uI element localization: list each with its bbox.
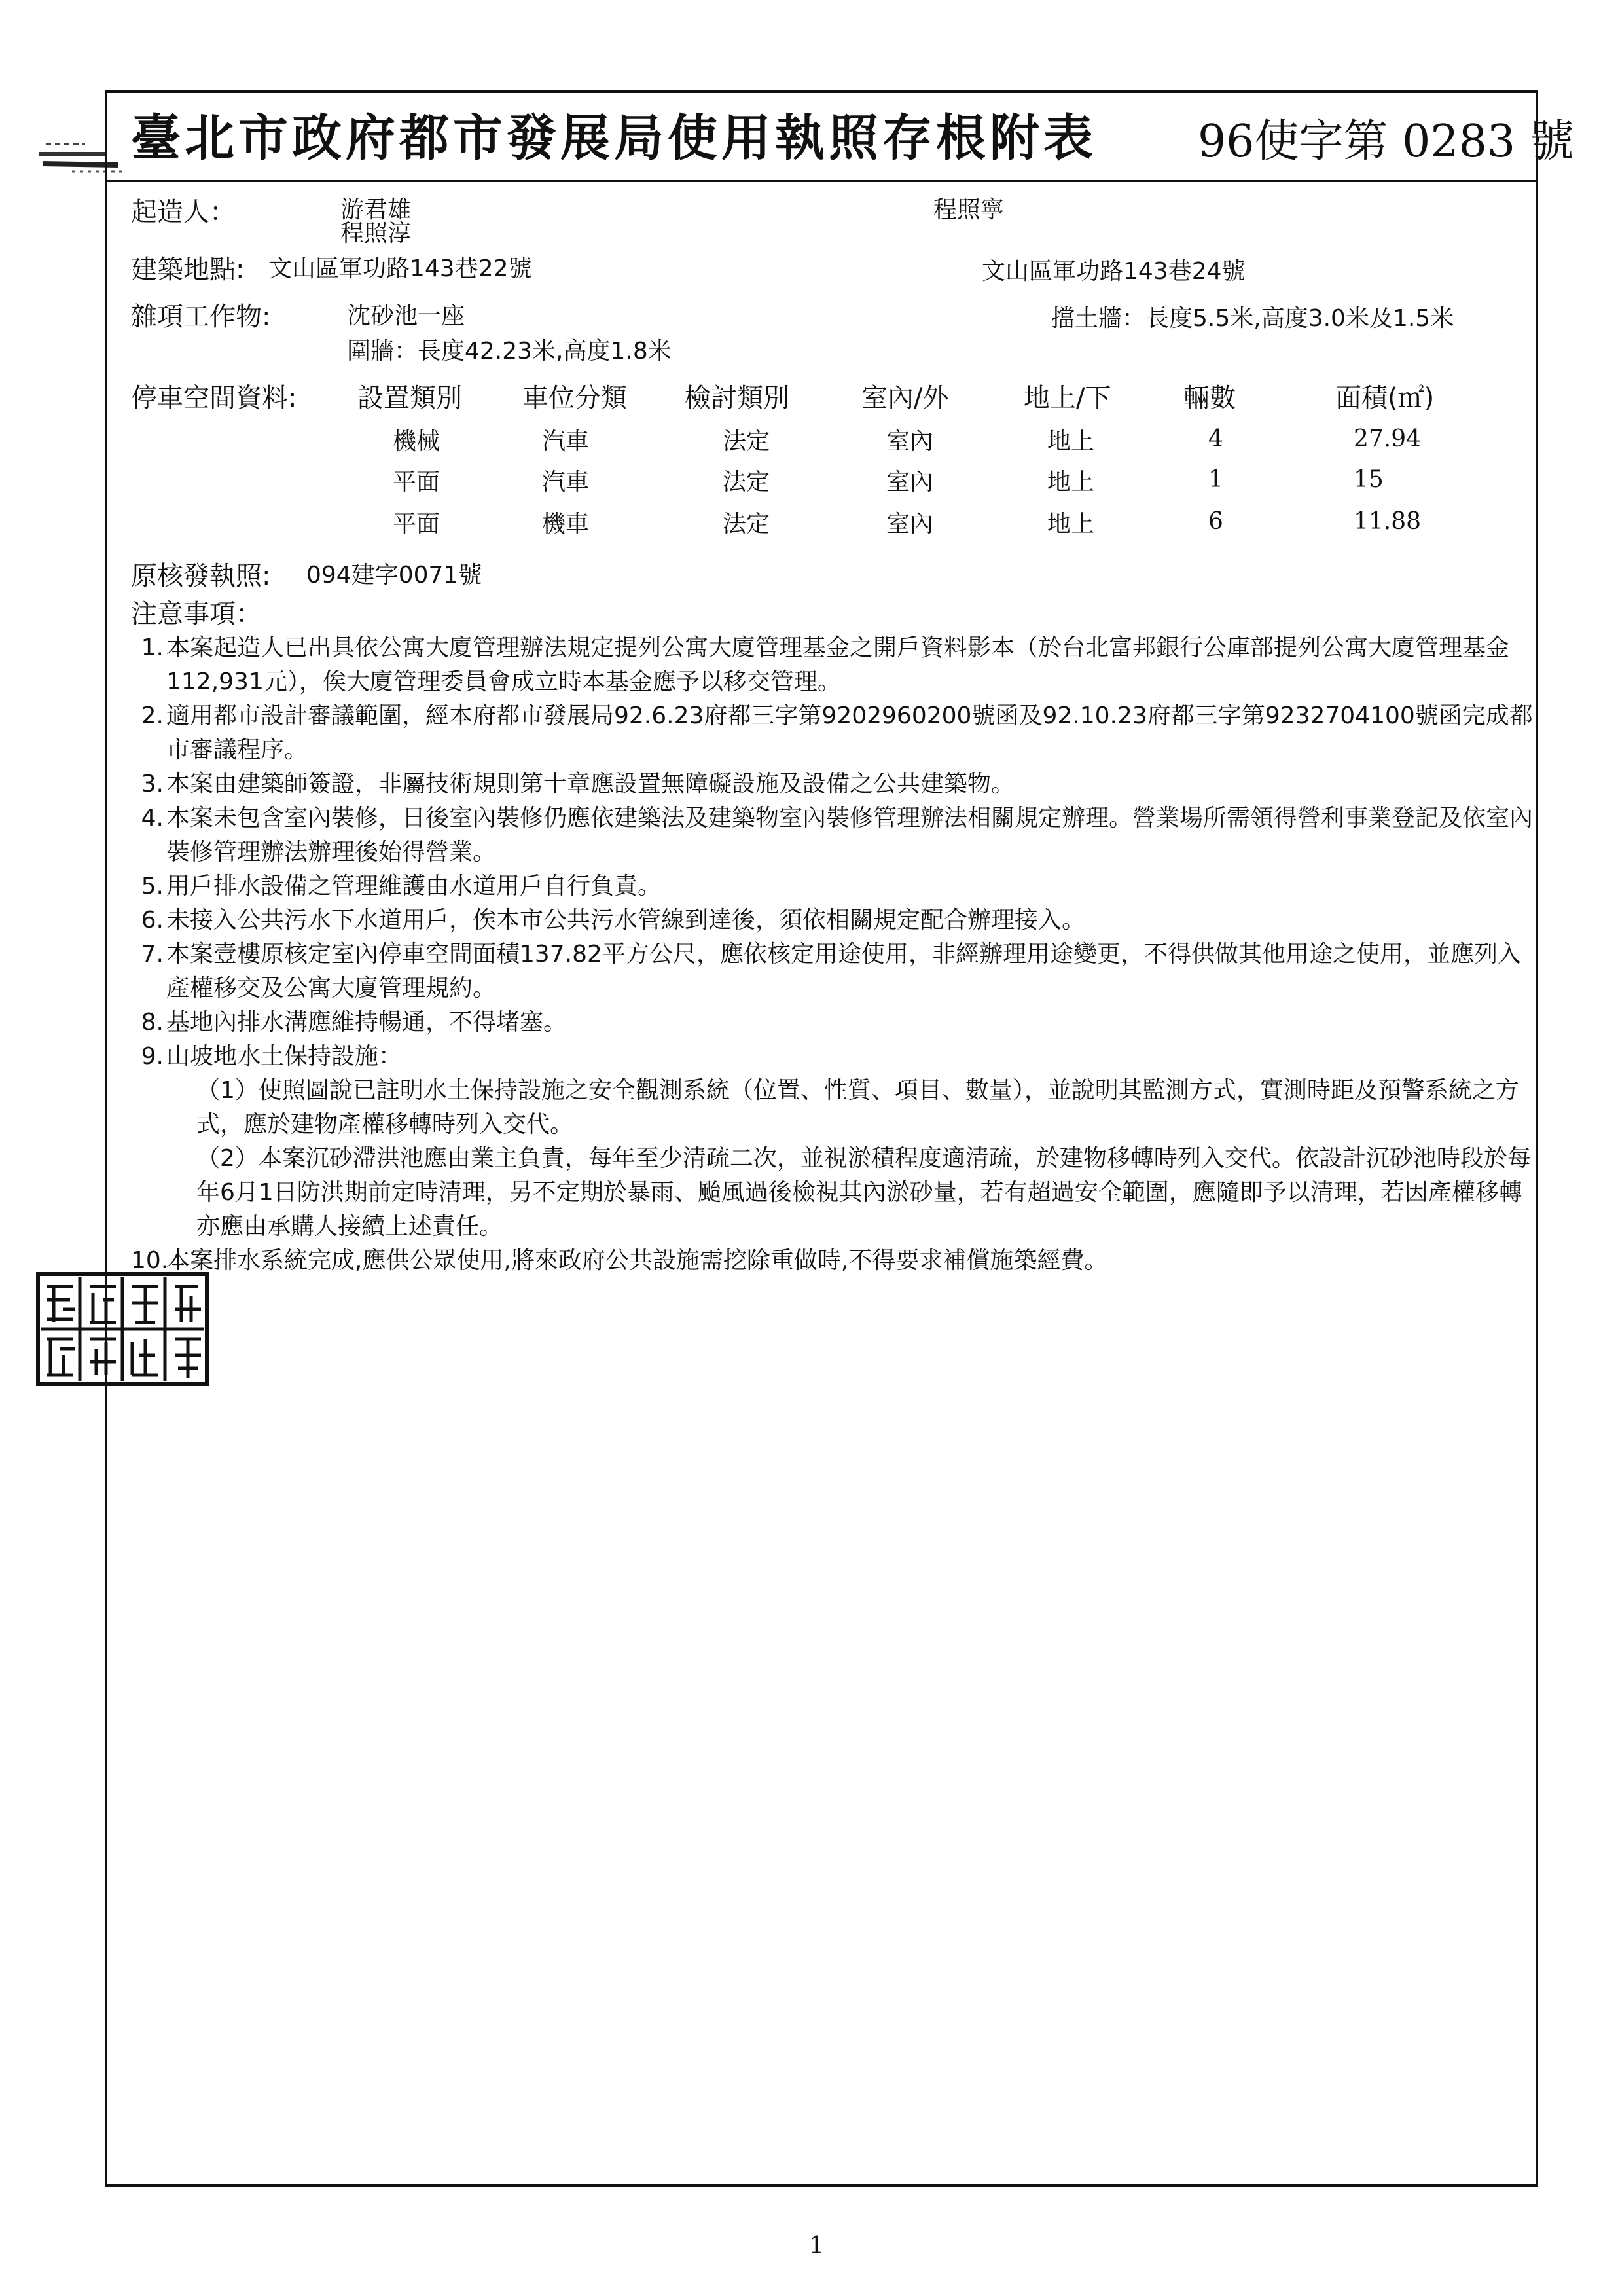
- note-text: 本案起造人已出具依公寓大廈管理辦法規定提列公寓大廈管理基金之開戶資料影本（於台北富邦銀行公庫部提列公寓大廈管理基金112,931元），俟大廈管理委員會成立時本基金應予以移交管理。: [166, 634, 1510, 695]
- parking-cell: 室內: [886, 428, 934, 455]
- note-item: [131, 699, 1538, 767]
- note-number: 10.: [131, 1247, 169, 1274]
- parking-cell: 法定: [723, 469, 770, 496]
- parking-cell: 15: [1354, 466, 1384, 493]
- parking-cell: 6: [1208, 508, 1223, 535]
- note-text: 本案由建築師簽證，非屬技術規則第十章應設置無障礙設施及設備之公共建築物。: [166, 771, 1015, 797]
- parking-cell: 法定: [723, 428, 770, 455]
- parking-cell: 平面: [393, 469, 440, 496]
- note-text: 本案未包含室內裝修，日後室內裝修仍應依建築法及建築物室內裝修管理辦法相關規定辦理。營業場所需領得營利事業登記及依室內裝修管理辦法辦理後始得營業。: [166, 805, 1534, 866]
- builder-label: 起造人：: [131, 197, 236, 227]
- note-item: [131, 938, 1538, 1006]
- address-1: 文山區軍功路143巷22號: [268, 255, 532, 282]
- parking-cell: 1: [1208, 466, 1223, 493]
- parking-cell: 地上: [1047, 428, 1095, 455]
- misc-works-1: 沈砂池一座: [347, 302, 465, 329]
- builder-name-3: 程照寧: [933, 196, 1005, 223]
- parking-cell: 室內: [886, 511, 934, 538]
- parking-header: 輛數: [1183, 383, 1236, 413]
- note-text: 未接入公共污水下水道用戶，俟本市公共污水管線到達後，須依相關規定配合辦理接入。: [166, 907, 1086, 934]
- parking-cell: 11.88: [1354, 508, 1422, 535]
- note-item: [131, 1006, 1538, 1040]
- title-divider: [105, 180, 1538, 182]
- parking-header: 設置類別: [357, 383, 462, 413]
- parking-cell: 4: [1208, 426, 1223, 452]
- parking-cell: 汽車: [542, 469, 590, 496]
- note-text: 適用都市設計審議範圍，經本府都市發展局92.6.23府都三字第9202960200號函及92.10.23府都三字第9232704100號函完成都市審議程序。: [166, 702, 1533, 763]
- builder-name-1: 游君雄: [340, 196, 412, 223]
- note-number: 3.: [141, 771, 164, 797]
- parking-cell: 室內: [886, 469, 934, 496]
- parking-cell: 機械: [393, 428, 440, 455]
- note-item: [131, 1040, 1538, 1074]
- parking-cell: 機車: [542, 511, 590, 538]
- note-number: 4.: [141, 805, 164, 831]
- note-text: 本案壹樓原核定室內停車空間面積137.82平方公尺，應依核定用途使用，非經辦理用途變更，不得供做其他用途之使用，並應列入產權移交及公寓大廈管理規約。: [166, 941, 1521, 1002]
- note-number: 8.: [141, 1009, 164, 1036]
- notes-section: [131, 597, 1538, 1278]
- document-title: 臺北市政府都市發展局使用執照存根附表: [131, 109, 1097, 167]
- note-item: [131, 869, 1538, 903]
- note-text: 用戶排水設備之管理維護由水道用戶自行負責。: [166, 873, 662, 900]
- note-item: [131, 767, 1538, 801]
- address-2: 文山區軍功路143巷24號: [982, 258, 1246, 285]
- parking-header: 地上/下: [1024, 383, 1111, 413]
- parking-header: 檢討類別: [685, 383, 789, 413]
- note-item: [131, 801, 1538, 869]
- note-text: 基地內排水溝應維持暢通，不得堵塞。: [166, 1009, 567, 1036]
- original-permit: 094建字0071號: [306, 562, 482, 589]
- notes-heading: 注意事項：: [131, 599, 262, 629]
- parking-label: 停車空間資料:: [131, 383, 297, 413]
- address-label: 建築地點:: [131, 255, 245, 285]
- note-number: 6.: [141, 907, 164, 934]
- note-number: 2.: [141, 702, 164, 729]
- note-item: [131, 903, 1538, 938]
- note-number: 1.: [141, 634, 164, 661]
- parking-header: 車位分類: [522, 383, 627, 413]
- misc-works-label: 雜項工作物:: [131, 302, 271, 332]
- parking-header: 面積(㎡): [1335, 383, 1435, 413]
- note-number: 7.: [141, 941, 164, 968]
- note-subitem: （2）本案沉砂滯洪池應由業主負責，每年至少清疏二次，並視淤積程度適清疏，於建物移轉時列入交代。依設計沉砂池時段於每年6月1日防洪期前定時清理，另不定期於暴雨、颱風過後檢視其內淤砂量，若有超過安全範圍，應隨即予以清理，若因產權移轉亦應由承購人接續上述責任。: [196, 1145, 1531, 1240]
- parking-cell: 汽車: [542, 428, 590, 455]
- note-text: 本案排水系統完成,應供公眾使用,將來政府公共設施需挖除重做時,不得要求補償施築經費。: [166, 1247, 1108, 1274]
- note-number: 9.: [141, 1043, 164, 1070]
- parking-cell: 地上: [1047, 469, 1095, 496]
- official-seal: [34, 1270, 211, 1388]
- original-permit-label: 原核發執照:: [131, 561, 271, 591]
- parking-cell: 27.94: [1354, 426, 1422, 452]
- parking-cell: 法定: [723, 511, 770, 538]
- page-number: 1: [809, 2232, 824, 2259]
- note-item: [131, 1244, 1538, 1278]
- misc-works-3: 擋土牆：長度5.5米,高度3.0米及1.5米: [1051, 305, 1454, 332]
- note-text: 山坡地水土保持設施：: [166, 1043, 403, 1070]
- note-subitem: （1）使照圖說已註明水土保持設施之安全觀測系統（位置、性質、項目、數量），並說明其監測方式，實測時距及預警系統之方式，應於建物產權移轉時列入交代。: [196, 1077, 1519, 1138]
- parking-cell: 地上: [1047, 511, 1095, 538]
- note-number: 5.: [141, 873, 164, 900]
- builder-name-2: 程照淳: [340, 220, 412, 247]
- parking-header: 室內/外: [861, 383, 949, 413]
- permit-number: 96使字第 0283 號: [1198, 116, 1574, 168]
- note-item: [131, 631, 1538, 699]
- parking-cell: 平面: [393, 511, 440, 538]
- misc-works-2: 圍牆：長度42.23米,高度1.8米: [347, 338, 672, 365]
